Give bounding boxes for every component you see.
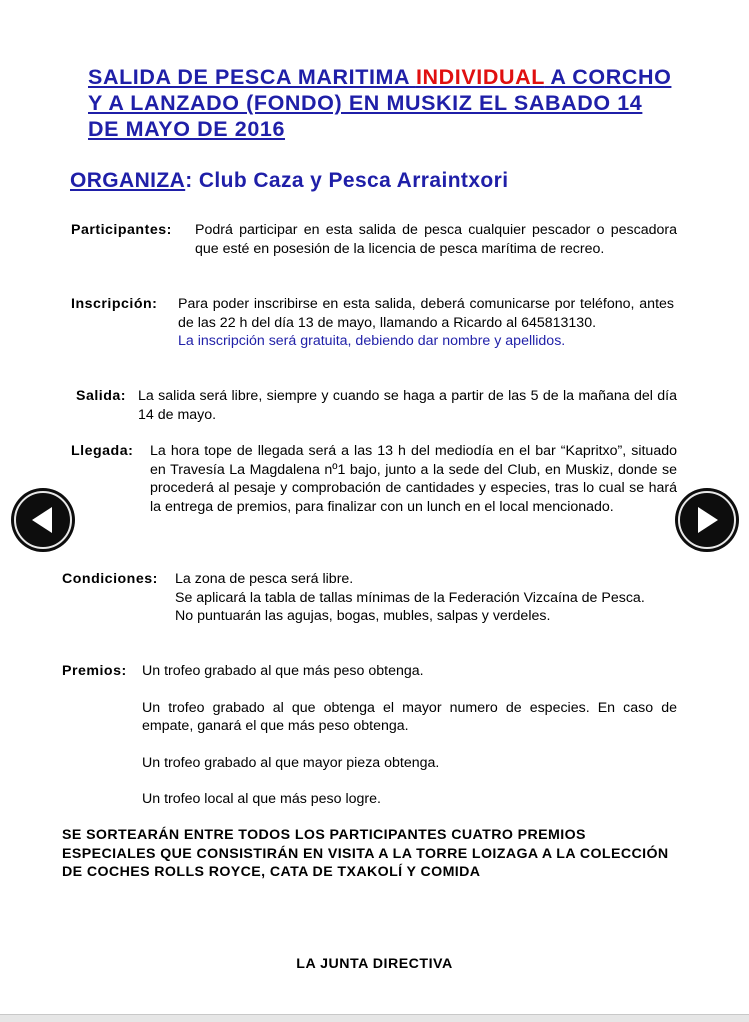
event-title [88, 64, 678, 142]
title-highlight: INDIVIDUAL [415, 65, 545, 89]
section-body: La salida será libre, siempre y cuando se haga a partir de las 5 de la mañana del día 14 de mayo. [138, 388, 677, 423]
prize-item: Un trofeo grabado al que mayor pieza obtenga. [142, 754, 440, 771]
organizer-value: : Club Caza y Pesca Arraintxori [185, 169, 509, 192]
section-condiciones [62, 570, 682, 626]
organizer-line [70, 168, 508, 194]
section-label: Condiciones: [62, 571, 158, 587]
chevron-right-icon [694, 505, 720, 535]
section-label: Salida: [76, 388, 127, 404]
section-label: Llegada: [71, 443, 134, 459]
chevron-left-icon [30, 505, 56, 535]
next-page-button[interactable] [675, 488, 739, 552]
signature: LA JUNTA DIRECTIVA [296, 956, 453, 972]
section-body: Para poder inscribirse en esta salida, deberá comunicarse por teléfono, antes de las 22 h del día 13 de mayo, llamando a Ricardo al 645813130. La inscripción será gratuita, debiendo dar nombre y apellidos. [178, 296, 674, 350]
prize-item: Un trofeo grabado al que obtenga el mayor numero de especies. En caso de empate, ganará el que más peso obtenga. [142, 699, 677, 735]
free-registration-note: La inscripción será gratuita, debiendo dar nombre y apellidos. [178, 333, 566, 350]
section-body: La hora tope de llegada será a las 13 h del mediodía en el bar “Kapritxo”, situado en Travesía La Magdalena nº1 bajo, junto a la sede del Club, en Muskiz, donde se procederá al pesaje y comprobación de cantidades y especies, tras lo cual se hará la entrega de premios, para finalizar con un lunch en el local mencionado. [150, 443, 677, 515]
organizer-label: ORGANIZA [70, 169, 186, 192]
title-text-continued: A CORCHO Y A LANZADO (FONDO) EN MUSKIZ EL SABADO 14 DE MAYO DE 2016 [88, 65, 672, 141]
section-body: Podrá participar en esta salida de pesca cualquier pescador o pescadora que esté en posesión de la licencia de pesca marítima de recreo. [195, 222, 677, 257]
previous-page-button[interactable] [11, 488, 75, 552]
section-inscripcion [71, 295, 674, 351]
prize-item: Un trofeo grabado al que más peso obtenga. [142, 663, 424, 679]
section-salida [76, 387, 677, 424]
section-body: La zona de pesca será libre. Se aplicará la tabla de tallas mínimas de la Federación Vizcaína de Pesca. No puntuarán las agujas, bogas, mubles, salpas y verdeles. [175, 571, 645, 625]
section-label: Inscripción: [71, 296, 158, 312]
raffle-announcement: SE SORTEARÁN ENTRE TODOS LOS PARTICIPANTES CUATRO PREMIOS ESPECIALES QUE CONSISTIRÁN EN VISITA A LA TORRE LOIZAGA A LA COLECCIÓN DE COCHES ROLLS ROYCE, CATA DE TXAKOLÍ Y COMIDA [62, 827, 669, 881]
prize-item: Un trofeo local al que más peso logre. [142, 791, 381, 808]
section-body [62, 662, 682, 809]
section-premios [62, 662, 682, 809]
section-label: Participantes: [71, 222, 172, 238]
title-text: SALIDA DE PESCA MARITIMA [88, 65, 416, 89]
section-participantes [71, 221, 677, 258]
section-label: Premios: [62, 663, 127, 679]
section-llegada [71, 442, 677, 516]
